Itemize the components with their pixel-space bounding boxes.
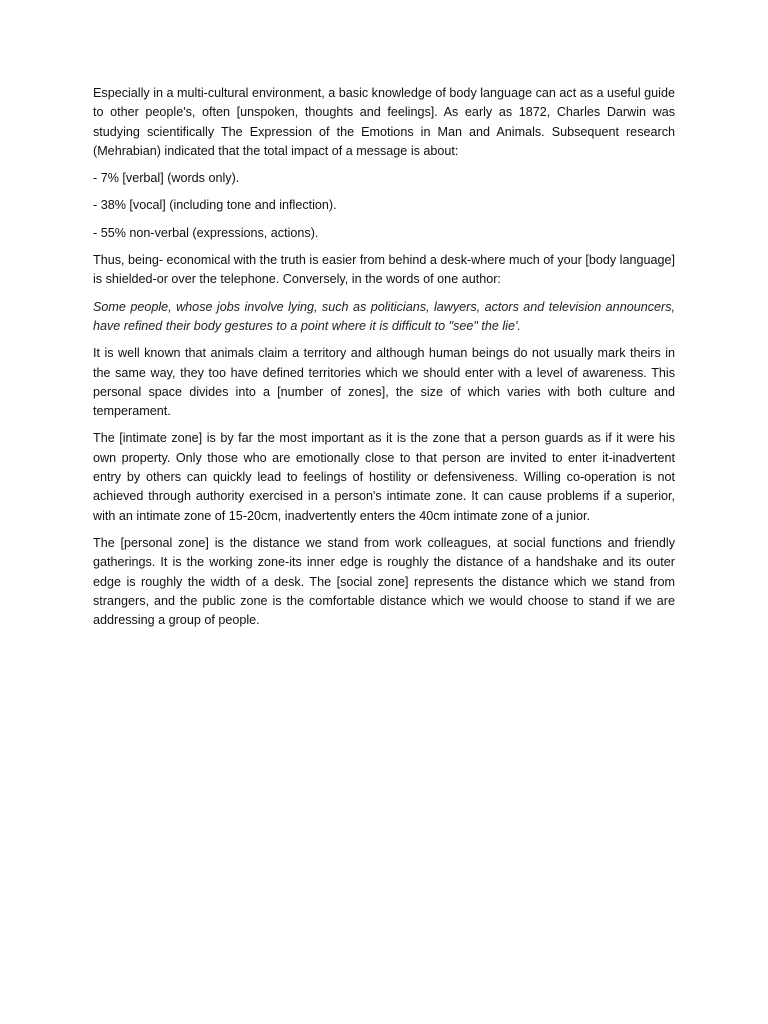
- block-quote: Some people, whose jobs involve lying, such as politicians, lawyers, actors and television announcers, have refined their body gestures to a point where it is difficult to "see" the lie'.: [93, 299, 675, 333]
- paragraph-economical-truth: Thus, being- economical with the truth is easier from behind a desk-where much of your [body language] is shielded-or over the telephone. Conversely, in the words of one author:: [93, 253, 675, 287]
- paragraph-territory: It is well known that animals claim a territory and although human beings do not usually mark theirs in the same way, they too have defined territories which we should enter with a level of awareness. This personal space divides into a [number of zones], the size of which varies with both culture and temperament.: [93, 346, 675, 419]
- list-item-non-verbal: - 55% non-verbal (expressions, actions).: [93, 225, 319, 240]
- paragraph-intimate-zone: The [intimate zone] is by far the most important as it is the zone that a person guards as if it were his own property. Only those who are emotionally close to that person are invited to enter it-inadvertent entry by others can quickly lead to feelings of hostility or defensiveness. Willing co-operation is not achieved through authority exercised in a person's intimate zone. It can cause problems if a superior, with an intimate zone of 15-20cm, inadvertently enters the 40cm intimate zone of a junior.: [93, 431, 675, 523]
- document-body: [93, 84, 675, 638]
- paragraph-personal-zone: The [personal zone] is the distance we stand from work colleagues, at social functions and friendly gatherings. It is the working zone-its inner edge is roughly the distance of a handshake and its outer edge is roughly the width of a desk. The [social zone] represents the distance which we stand from strangers, and the public zone is the comfortable distance which we would choose to stand if we are addressing a group of people.: [93, 535, 675, 628]
- paragraph-intro: Especially in a multi-cultural environment, a basic knowledge of body language can act as a useful guide to other people's, often [unspoken, thoughts and feelings]. As early as 1872, Charles Darwin was studying scientifically The Expression of the Emotions in Man and Animals. Subsequent research (Mehrabian) indicated that the total impact of a message is about:: [93, 86, 675, 158]
- list-item-vocal: - 38% [vocal] (including tone and inflection).: [93, 198, 337, 213]
- list-item-verbal: - 7% [verbal] (words only).: [93, 171, 240, 186]
